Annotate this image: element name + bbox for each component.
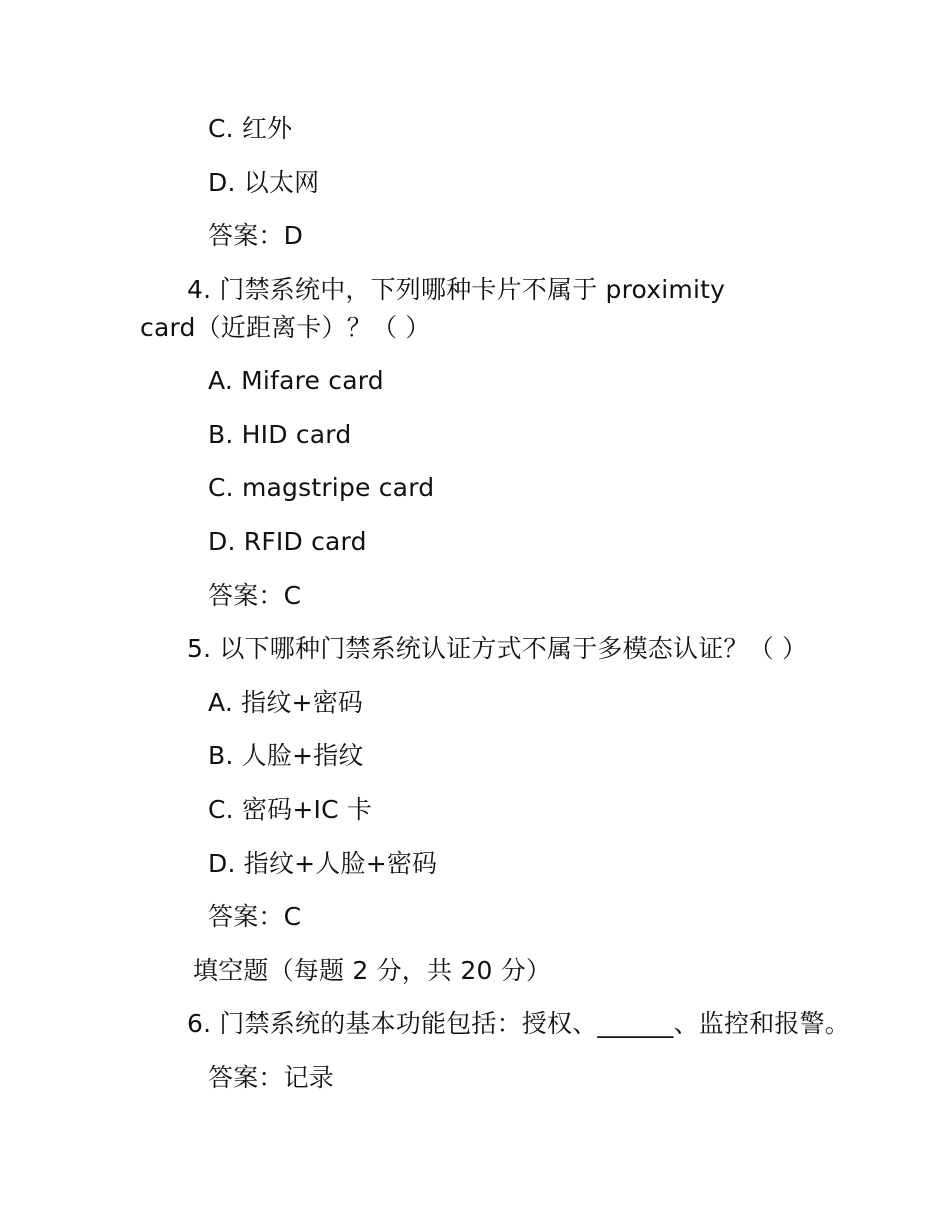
q5-option-d: D. 指纹+人脸+密码 bbox=[208, 849, 438, 878]
q3-answer: 答案：D bbox=[208, 221, 304, 250]
q3-option-d: D. 以太网 bbox=[208, 168, 320, 197]
q6-question: 6. 门禁系统的基本功能包括：授权、______、监控和报警。 bbox=[187, 1009, 851, 1038]
q3-option-c: C. 红外 bbox=[208, 114, 293, 143]
q5-option-c: C. 密码+IC 卡 bbox=[208, 795, 373, 824]
q5-question: 5. 以下哪种门禁系统认证方式不属于多模态认证？（ ） bbox=[187, 634, 808, 663]
q4-option-d: D. RFID card bbox=[208, 527, 367, 556]
q6-answer: 答案：记录 bbox=[208, 1063, 335, 1092]
q5-answer: 答案：C bbox=[208, 902, 302, 931]
q4-option-c: C. magstripe card bbox=[208, 473, 435, 502]
q5-option-a: A. 指纹+密码 bbox=[208, 688, 364, 717]
q4-option-b: B. HID card bbox=[208, 420, 352, 449]
q4-question-line1: 4. 门禁系统中，下列哪种卡片不属于 proximity bbox=[187, 275, 726, 304]
q4-option-a: A. Mifare card bbox=[208, 366, 384, 395]
q4-question-line2: card（近距离卡）？（ ） bbox=[140, 313, 431, 342]
q4-answer: 答案：C bbox=[208, 581, 302, 610]
section-title: 填空题（每题 2 分，共 20 分） bbox=[193, 956, 552, 985]
q5-option-b: B. 人脸+指纹 bbox=[208, 741, 364, 770]
